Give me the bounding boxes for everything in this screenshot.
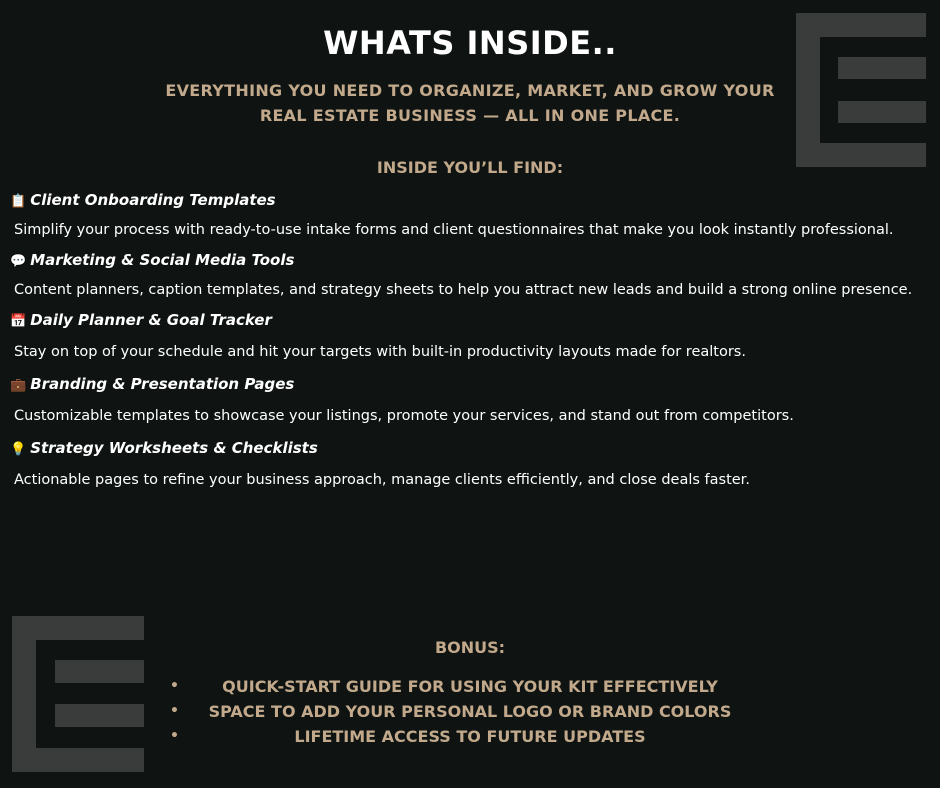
- feature-title-text: Client Onboarding Templates: [30, 191, 276, 209]
- feature-description: Stay on top of your schedule and hit your targets with built-in productivity layouts made for realtors.: [14, 344, 746, 360]
- feature-item: [10, 246, 929, 306]
- feature-title-text: Branding & Presentation Pages: [30, 375, 295, 393]
- bonus-item-text: QUICK-START GUIDE FOR USING YOUR KIT EFFECTIVELY: [222, 677, 718, 696]
- inside-heading: INSIDE YOU’LL FIND:: [376, 158, 564, 177]
- bullet-icon: •: [170, 728, 179, 744]
- feature-title: [10, 246, 929, 274]
- bonus-item-text: LIFETIME ACCESS TO FUTURE UPDATES: [294, 727, 646, 746]
- feature-description: Actionable pages to refine your business approach, manage clients efficiently, and close deals faster.: [14, 472, 750, 488]
- page-subtitle: [0, 78, 940, 128]
- feature-title: [10, 370, 929, 398]
- bonus-item: [170, 724, 770, 749]
- bonus-item: [170, 674, 770, 699]
- bonus-heading: BONUS:: [434, 638, 506, 657]
- feature-title: [10, 434, 929, 462]
- subtitle-line: EVERYTHING YOU NEED TO ORGANIZE, MARKET, AND GROW YOUR: [165, 81, 775, 100]
- page-title: WHATS INSIDE..: [323, 24, 617, 62]
- feature-title-text: Strategy Worksheets & Checklists: [30, 439, 318, 457]
- bonus-list: [170, 674, 770, 749]
- bullet-icon: •: [170, 703, 179, 719]
- light-bulb-icon: 💡: [10, 442, 27, 457]
- subtitle-line: REAL ESTATE BUSINESS — ALL IN ONE PLACE.: [259, 106, 681, 125]
- calendar-icon: 📅: [10, 314, 27, 329]
- feature-title-text: Marketing & Social Media Tools: [30, 251, 295, 269]
- feature-item: [10, 434, 929, 498]
- feature-description: Content planners, caption templates, and strategy sheets to help you attract new leads and build a strong online presence.: [14, 282, 913, 298]
- briefcase-icon: 💼: [10, 378, 27, 393]
- feature-title: [10, 186, 929, 214]
- bullet-icon: •: [170, 678, 179, 694]
- feature-title-text: Daily Planner & Goal Tracker: [30, 311, 272, 329]
- feature-description: Simplify your process with ready-to-use intake forms and client questionnaires that make you look instantly professional.: [14, 222, 894, 238]
- feature-item: [10, 370, 929, 434]
- feature-description: Customizable templates to showcase your listings, promote your services, and stand out from competitors.: [14, 408, 794, 424]
- speech-bubble-icon: 💬: [10, 254, 27, 269]
- bonus-item-text: SPACE TO ADD YOUR PERSONAL LOGO OR BRAND COLORS: [208, 702, 732, 721]
- feature-title: [10, 306, 929, 334]
- clipboard-icon: 📋: [10, 194, 27, 209]
- feature-list: [10, 186, 929, 498]
- bonus-item: [170, 699, 770, 724]
- feature-item: [10, 186, 929, 246]
- feature-item: [10, 306, 929, 370]
